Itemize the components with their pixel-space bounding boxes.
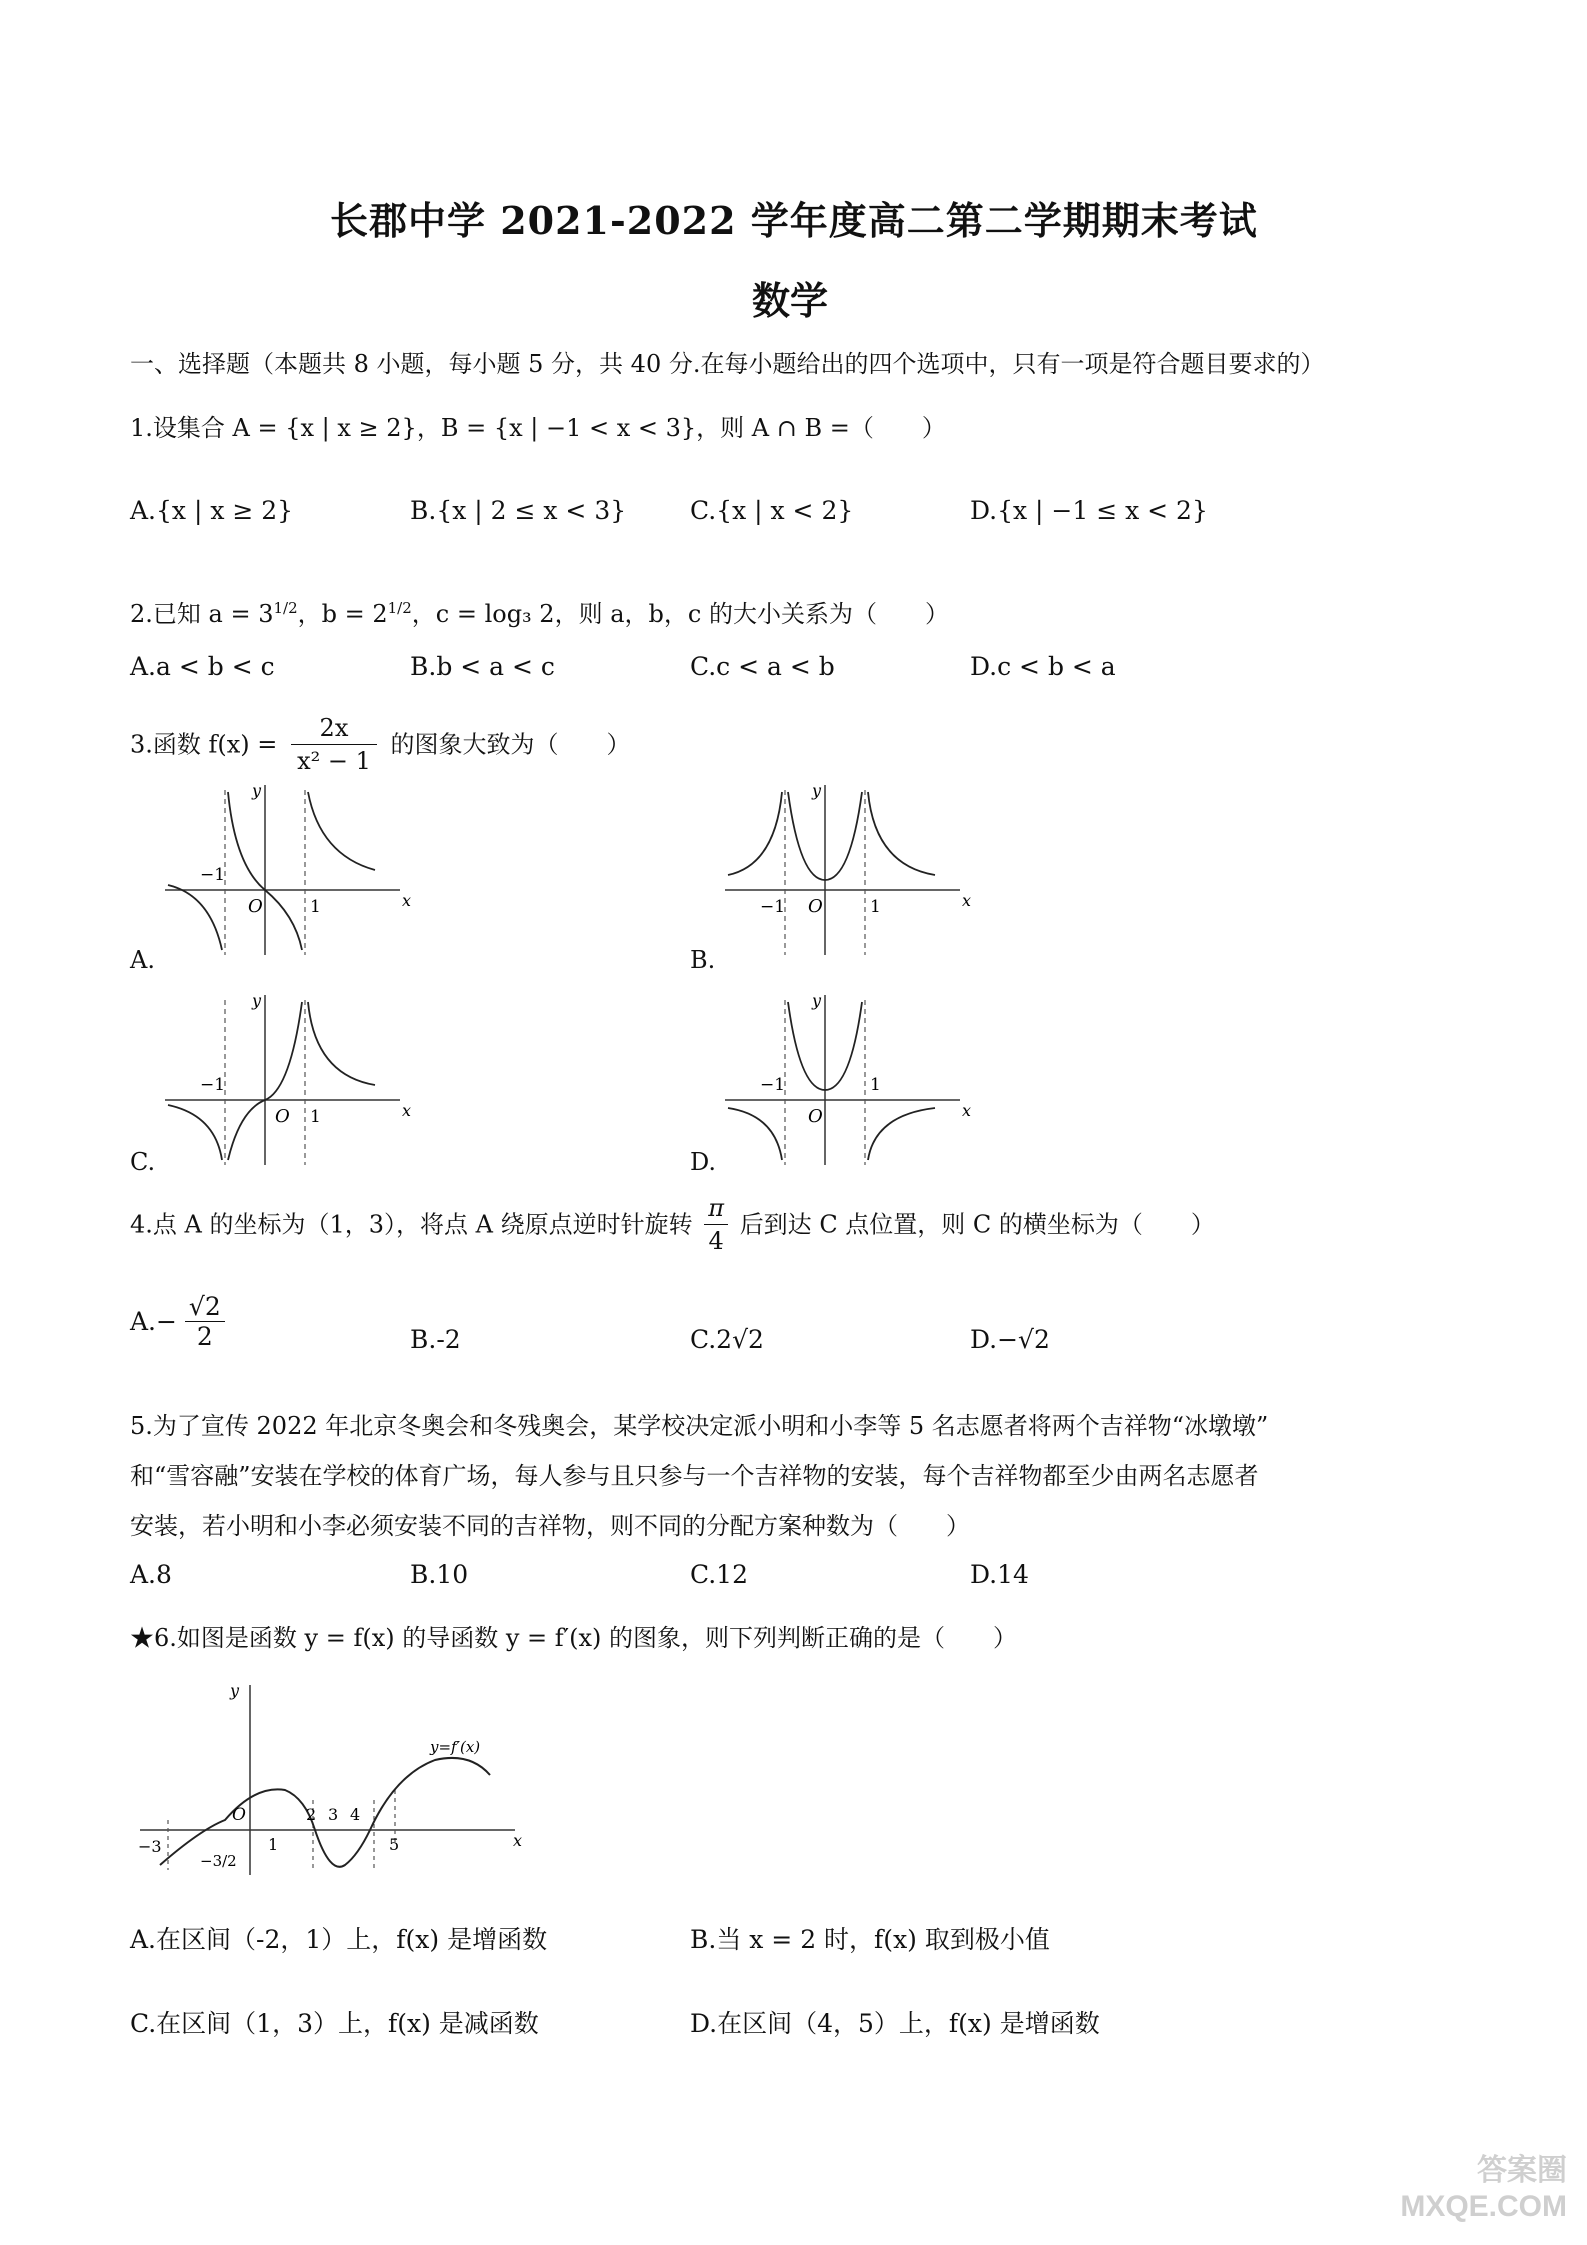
q4-option-a-numerator: √2 [185, 1292, 225, 1322]
q6-tick-5: 5 [389, 1835, 400, 1854]
q3b-neg1-label: −1 [760, 897, 786, 917]
question-6-stem: ★6.如图是函数 y = f(x) 的导函数 y = f′(x) 的图象，则下列判断正确的是（ ） [130, 1624, 1018, 1652]
q6-tick-neg3: −3 [138, 1837, 162, 1856]
q5-option-c: C.12 [690, 1560, 748, 1589]
q1-option-b: B.{x | 2 ≤ x < 3} [410, 496, 627, 525]
q5-option-b: B.10 [410, 1560, 469, 1589]
q3a-pos1-label: 1 [310, 897, 321, 917]
question-3-stem [130, 712, 631, 777]
q3c-pos1-label: 1 [310, 1107, 321, 1127]
question-5-line-1: 5.为了宣传 2022 年北京冬奥会和冬残奥会，某学校决定派小明和小李等 5 名志愿者将两个吉祥物“冰墩墩” [130, 1412, 1269, 1440]
q5-option-d: D.14 [970, 1560, 1029, 1589]
q3a-y-label: y [252, 781, 262, 800]
q3d-x-label: x [962, 1101, 972, 1120]
q3d-origin-label: O [808, 1106, 823, 1127]
q6-tick-4: 4 [350, 1805, 361, 1824]
exam-title: 长郡中学 2021-2022 学年度高二第二学期期末考试 [330, 198, 1258, 243]
q3c-neg1-label: −1 [200, 1075, 226, 1095]
q3-option-d-label: D. [690, 1148, 717, 1176]
q2-stem-part2: ，b = 2 [297, 600, 388, 628]
q2-option-c: C.c < a < b [690, 652, 835, 681]
q6-derivative-graph [130, 1680, 530, 1880]
exam-subject: 数学 [752, 278, 829, 323]
q2-option-d: D.c < b < a [970, 652, 1116, 681]
q4-fraction-denominator: 4 [708, 1227, 724, 1255]
q2-stem-part1: 2.已知 a = 3 [130, 600, 274, 628]
q4-option-a [130, 1292, 225, 1351]
q6-tick-neg3-2: −3/2 [200, 1852, 237, 1870]
q6-curve-label: y=f′(x) [430, 1738, 481, 1756]
q6-option-c: C.在区间（1，3）上，f(x) 是减函数 [130, 2009, 539, 2038]
question-5-line-3: 安装，若小明和小李必须安装不同的吉祥物，则不同的分配方案种数为（ ） [130, 1512, 970, 1540]
q3d-neg1-label: −1 [760, 1075, 786, 1095]
q2-stem-part3: ，c = log₃ 2，则 a，b，c 的大小关系为（ ） [411, 600, 949, 628]
question-2-stem [130, 592, 949, 630]
q4-option-d: D.−√2 [970, 1325, 1050, 1354]
q3a-origin-label: O [248, 896, 263, 917]
q3-option-a-label: A. [130, 946, 155, 974]
watermark-text-1: 答案圈 [1477, 2154, 1567, 2187]
q3-stem-part2: 的图象大致为（ ） [390, 730, 631, 759]
q6-tick-1: 1 [268, 1835, 279, 1854]
q2-option-b: B.b < a < c [410, 652, 555, 681]
q1-option-c: C.{x | x < 2} [690, 496, 854, 525]
q6-tick-3: 3 [328, 1805, 339, 1824]
q2-option-a: A.a < b < c [130, 652, 275, 681]
q4-stem-part2: 后到达 C 点位置，则 C 的横坐标为（ ） [739, 1210, 1215, 1239]
q1-option-a: A.{x | x ≥ 2} [130, 496, 294, 525]
q3c-origin-label: O [275, 1106, 290, 1127]
q3-stem-part1: 3.函数 f(x) = [130, 730, 278, 759]
q3-graph-d [720, 990, 970, 1170]
watermark-text-2: MXQE.COM [1400, 2190, 1567, 2223]
q6-x-label: x [513, 1831, 523, 1850]
q4-stem-part1: 4.点 A 的坐标为（1，3），将点 A 绕原点逆时针旋转 [130, 1210, 693, 1239]
q3-graph-c [160, 990, 410, 1170]
q3b-y-label: y [812, 781, 822, 800]
q3a-neg1-label: −1 [200, 865, 226, 885]
q3b-pos1-label: 1 [870, 897, 881, 917]
question-5-line-2: 和“雪容融”安装在学校的体育广场，每人参与且只参与一个吉祥物的安装，每个吉祥物都至少由两名志愿者 [130, 1462, 1259, 1490]
watermark-logo [1400, 2153, 1567, 2225]
q4-fraction-numerator: π [704, 1192, 728, 1225]
q3a-x-label: x [402, 891, 412, 910]
section-heading: 一、选择题（本题共 8 小题，每小题 5 分，共 40 分.在每小题给出的四个选项中，只有一项是符合题目要求的） [130, 350, 1325, 378]
question-1-stem: 1.设集合 A = {x | x ≥ 2}，B = {x | −1 < x < 3}，则 A ∩ B =（ ） [130, 414, 946, 442]
q2-exponent-1: 1/2 [273, 599, 298, 617]
q5-option-a: A.8 [130, 1560, 172, 1589]
q3-fraction-denominator: x² − 1 [297, 747, 371, 775]
q1-option-d: D.{x | −1 ≤ x < 2} [970, 496, 1208, 525]
q3d-pos1-label: 1 [870, 1075, 881, 1095]
q3b-x-label: x [962, 891, 972, 910]
q3-graph-b [720, 780, 970, 960]
q6-y-label: y [230, 1681, 240, 1700]
q4-option-a-prefix: A.− [130, 1307, 177, 1336]
q2-exponent-2: 1/2 [387, 599, 412, 617]
question-4-stem [130, 1192, 1215, 1257]
q3d-y-label: y [812, 991, 822, 1010]
q3c-y-label: y [252, 991, 262, 1010]
q6-option-a: A.在区间（-2，1）上，f(x) 是增函数 [130, 1925, 548, 1954]
q6-option-d: D.在区间（4，5）上，f(x) 是增函数 [690, 2009, 1100, 2038]
q4-option-b: B.-2 [410, 1325, 461, 1354]
q6-tick-2: 2 [306, 1805, 317, 1824]
q3-option-c-label: C. [130, 1148, 156, 1176]
q3c-x-label: x [402, 1101, 412, 1120]
q4-option-a-denominator: 2 [196, 1322, 213, 1351]
q6-option-b: B.当 x = 2 时，f(x) 取到极小值 [690, 1925, 1050, 1954]
q3-fraction-numerator: 2x [291, 712, 377, 745]
q3-option-b-label: B. [690, 946, 716, 974]
q3b-origin-label: O [808, 896, 823, 917]
q6-origin-label: O [232, 1805, 246, 1825]
q3-graph-a [160, 780, 410, 960]
q4-option-c: C.2√2 [690, 1325, 764, 1354]
